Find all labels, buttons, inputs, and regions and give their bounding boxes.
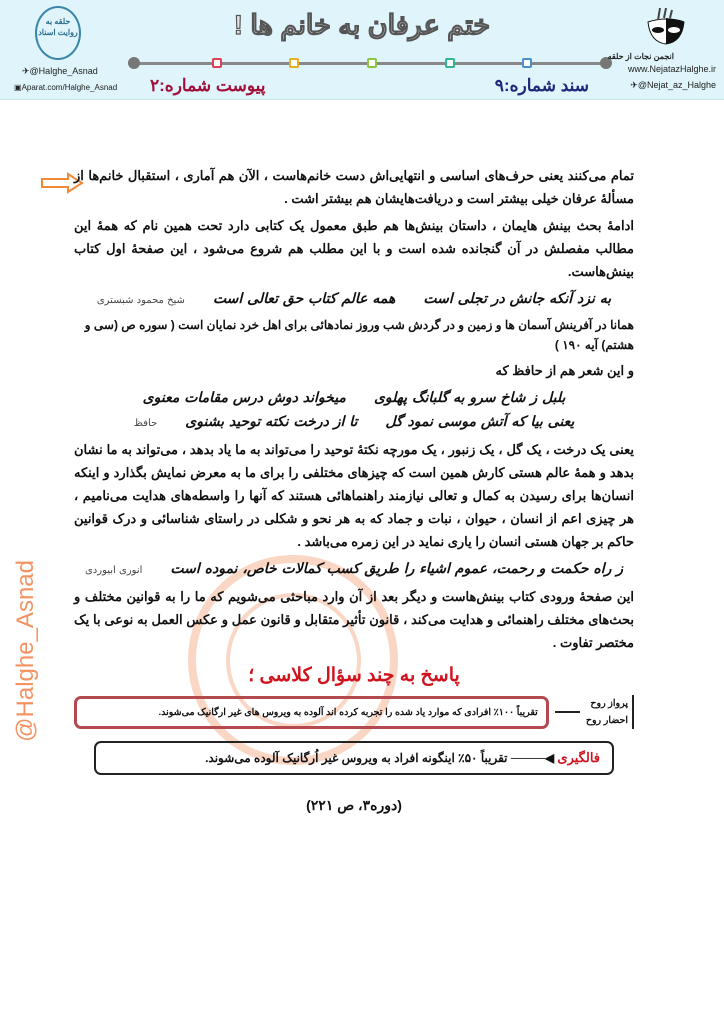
timeline-marker xyxy=(367,58,377,68)
timeline-marker xyxy=(522,58,532,68)
right-website[interactable]: www.NejatazHalghe.ir xyxy=(627,64,716,74)
timeline-marker xyxy=(445,58,455,68)
document-number: سند شماره:۹ xyxy=(494,76,589,95)
poem-2-hemistich-2: میخواند دوش درس مقامات معنوی xyxy=(142,390,346,406)
fortune-telling-label: فالگیری xyxy=(557,750,600,765)
answer-box-2 xyxy=(94,741,614,775)
timeline-marker xyxy=(289,58,299,68)
arrow-left-icon: ◀──── xyxy=(507,751,555,765)
questions-title: پاسخ به چند سؤال کلاسی ؛ xyxy=(248,665,460,686)
label-spirit-summoning: احضار روح xyxy=(585,715,628,726)
timeline xyxy=(132,62,608,65)
poem-3-hemistich-2: تا از درخت نکته توحید بشنوی xyxy=(185,414,358,430)
paragraph-1: تمام می‌کنند یعنی حرف‌های اساسی و انتهایی‌اش دست خانم‌هاست ، الآن هم آماری ، استقبال خانم‌ها از مسألهٔ عرفان خیلی بیشتر است و دریافت‌هایشان هم بیشتر اشت . xyxy=(74,168,634,206)
halghe-asnad-logo: حلقه به روایت اسناد xyxy=(35,6,81,60)
poem-4: ز راه حکمت و رحمت، عموم اشیاء را طریق کسب کمالات خاص، نموده است xyxy=(170,561,624,577)
hafez-intro: و این شعر هم از حافظ که xyxy=(495,363,634,378)
poem-2-hemistich-1: بلبل ز شاخ سرو به گلبانگ پهلوی xyxy=(373,390,566,406)
poet-hafez: حافظ xyxy=(133,418,158,429)
question-1 xyxy=(74,695,634,729)
paragraph-2: ادامهٔ بحث بینش هایمان ، داستان بینش‌ها هم طبق معمول یک کتابی دارد تحت همین نام که همهٔ این مطالب مفصلش در آن گنجانده شده است و با این مطلب هم شروع می‌شود ، این صفحهٔ اول کتاب بینش‌هاست. xyxy=(74,218,634,279)
poem-3 xyxy=(74,414,634,430)
poet-shabestari: شیخ محمود شبستری xyxy=(96,295,185,306)
arrow-left-icon xyxy=(555,711,580,713)
spirit-labels xyxy=(586,695,634,729)
answer-box-1: تقریباً ۱۰۰٪ افرادی که موارد یاد شده را تجربه کرده اند آلوده به ویروس های غیر ارگانیک می‌شوند. xyxy=(74,696,549,729)
answer-box-2-text: تقریباً ۵۰٪ اینگونه افراد به ویروس غیر اُرگانیک آلوده می‌شوند. xyxy=(205,751,508,765)
page-header xyxy=(0,0,724,100)
paragraph-4: این صفحهٔ ورودی کتاب بینش‌هاست و دیگر بعد از آن وارد مباحثی می‌شویم که ما را به قوانین مختلف و بحث‌های مختلف راهنمائی و هدایت می‌کند ، قانون تأثیر متقابل و قانون عمل و عکس العمل به نوعی با یک مختصر تفاوت . xyxy=(74,589,634,650)
left-telegram: ✈@Halghe_Asnad xyxy=(22,66,98,76)
right-telegram-text: @Nejat_az_Halghe xyxy=(637,80,716,90)
timeline-end-dot xyxy=(128,57,140,69)
poem-1 xyxy=(74,291,634,307)
poet-anvari: انوری ابیوردی xyxy=(84,565,143,576)
mask-logo-icon xyxy=(644,8,688,46)
paragraph-3: یعنی یک درخت ، یک گل ، یک زنبور ، یک مورچه نکتهٔ توحید را می‌تواند به ما یاد بدهد ، می‌تواند به ما نشان بدهد و همهٔ عالم هستی کارش همین است که چیزهای مختلفی را برای ما به معرض نمایش بگذارد و اینکه انسان‌ها برای رسیدن به کمال و تعالی نیازمند راهنماهائی هستند که آنها را واسطه‌های هدایت می‌نامیم ، هر چیزی اعم از انسان ، حیوان ، نبات و جماد که به هر نحو و شکلی در راستای شناسائی و درک قوانین حاکم بر جهان هستی انسان را یاری نماید در این زمره می‌باشد . xyxy=(74,442,634,549)
poem-1-hemistich-2: به نزد آنکه جانش در تجلی است xyxy=(423,291,612,307)
poem-1-hemistich-1: همه عالم کتاب حق تعالی است xyxy=(212,291,396,307)
document-body xyxy=(74,164,634,814)
left-aparat-text: Aparat.com/Halghe_Asnad xyxy=(21,83,118,92)
left-telegram-text: @Halghe_Asnad xyxy=(29,66,98,76)
poem-2 xyxy=(74,390,634,406)
right-logo-text: انجمن نجات از حلقه xyxy=(607,52,674,61)
left-aparat: ▣Aparat.com/Halghe_Asnad xyxy=(14,83,118,92)
annex-number: پیوست شماره:۲ xyxy=(150,76,266,95)
timeline-marker xyxy=(212,58,222,68)
page-title: ختم عرفان به خانم ها ! xyxy=(233,10,491,40)
source-citation: (دوره۳، ص ۲۲۱) xyxy=(306,797,402,813)
right-telegram: ✈@Nejat_az_Halghe xyxy=(630,80,716,90)
label-astral-projection: پرواز روح xyxy=(590,698,628,709)
poem-3-hemistich-1: یعنی بیا که آتش موسی نمود گل xyxy=(385,414,575,430)
poem-4-row xyxy=(74,561,634,577)
watermark-text: @Halghe_Asnad xyxy=(12,560,39,742)
quran-verse: همانا در آفرینش آسمان ها و زمین و در گردش شب وروز نمادهائی برای اهل خرد نمایان است ( سوره ص (سی و هشتم) آیه ۱۹۰ ) xyxy=(84,318,634,352)
